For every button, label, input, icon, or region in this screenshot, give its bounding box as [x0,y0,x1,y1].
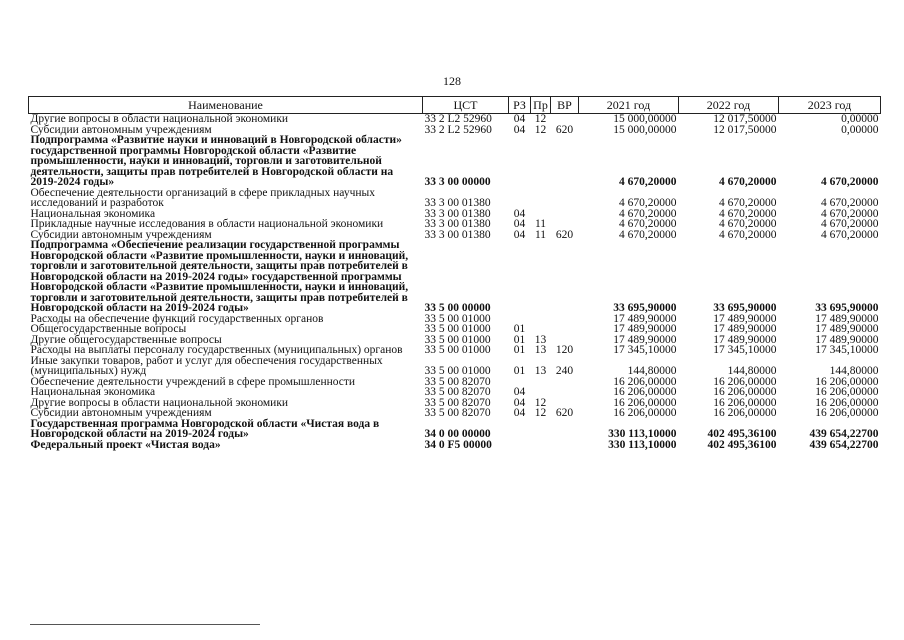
cell-cst: 33 5 00 82070 [424,396,491,409]
cell-pr: 12 [534,123,547,136]
cell-2021: 330 113,10000 [608,438,677,451]
header-name: Наименование [29,97,423,114]
table-row [29,387,881,398]
cell-name: Обеспечение деятельности организаций в сфере прикладных научных исследований и разработок [30,186,375,209]
cell-rz [509,188,531,209]
cell-2023: 4 670,20000 [821,197,879,209]
cell-pr [531,314,551,325]
cell-2021: 33 695,90000 [613,302,677,314]
cell-name: Федеральный проект «Чистая вода» [30,438,221,451]
table-row [29,356,881,377]
cell-2023: 17 489,90000 [815,312,879,325]
cell-cst: 33 5 00 01000 [424,323,491,335]
page-number: 128 [443,74,461,88]
cell-rz: 04 [513,396,526,409]
cell-name: Прикладные научные исследования в области национальной экономики [30,218,384,230]
cell-2022: 16 206,00000 [713,407,777,419]
cell-2022: 17 489,90000 [713,323,777,335]
cell-name: Другие вопросы в области национальной экономики [30,396,289,409]
cell-2021: 17 489,90000 [613,312,677,325]
table-row [29,114,881,125]
cell-name: Иные закупки товаров, работ и услуг для обеспечения государственных (муниципальных) нужд [30,354,383,377]
header-rz: РЗ [509,97,531,114]
header-vr: ВР [551,97,579,114]
cell-cst: 33 5 00 82070 [424,407,491,419]
cell-2021: 17 345,10000 [613,344,677,356]
table-row [29,135,881,188]
cell-2022: 402 495,36100 [707,428,777,440]
cell-vr [551,209,579,220]
cell-2022: 16 206,00000 [713,375,777,388]
cell-2021: 4 670,20000 [619,176,677,188]
cell-2021: 16 206,00000 [613,396,677,409]
cell-cst: 34 0 00 00000 [424,428,491,440]
table-row [29,419,881,440]
cell-2022: 4 670,20000 [719,218,777,230]
cell-rz [509,440,531,451]
cell-name: Расходы на обеспечение функций государственных органов [30,312,324,325]
cell-2021: 4 670,20000 [619,207,677,220]
cell-2021: 17 489,90000 [613,333,677,346]
cell-2023: 16 206,00000 [815,407,879,419]
header-2023: 2023 год [779,97,881,114]
cell-name: Национальная экономика [30,207,156,220]
cell-vr: 620 [555,228,574,241]
cell-cst: 33 3 00 01380 [424,207,491,220]
cell-cst: 33 2 L2 52960 [424,113,492,125]
cell-vr [551,188,579,209]
cell-2022: 4 670,20000 [719,228,777,241]
cell-pr [531,419,551,440]
cell-pr: 12 [534,396,547,409]
cell-2023: 0,00000 [841,113,879,125]
cell-cst: 33 3 00 00000 [424,176,491,188]
cell-rz: 04 [513,218,526,230]
cell-cst: 33 5 00 01000 [424,344,491,356]
cell-pr: 11 [534,218,547,230]
cell-pr [531,387,551,398]
cell-cst: 33 5 00 01000 [424,333,491,346]
cell-rz [509,419,531,440]
cell-vr [551,114,579,125]
cell-rz: 01 [513,323,526,335]
table-row [29,240,881,314]
table-row [29,408,881,419]
table-row [29,324,881,335]
table-row [29,219,881,230]
cell-pr: 11 [534,228,547,241]
cell-rz: 04 [513,113,526,125]
cell-cst: 33 5 00 82070 [424,386,491,398]
cell-2023: 33 695,90000 [815,302,879,314]
cell-2021: 4 670,20000 [619,218,677,230]
cell-2023: 16 206,00000 [815,396,879,409]
table-row [29,440,881,451]
cell-pr [531,240,551,314]
cell-cst: 33 5 00 00000 [424,302,491,314]
cell-2023: 17 345,10000 [815,344,879,356]
cell-2023: 16 206,00000 [815,386,879,398]
cell-name: Общегосударственные вопросы [30,323,187,335]
cell-rz: 04 [513,228,526,241]
cell-2023: 17 489,90000 [815,323,879,335]
cell-vr [551,324,579,335]
cell-cst: 33 5 00 82070 [424,375,491,388]
cell-2021: 16 206,00000 [613,407,677,419]
cell-cst: 33 5 00 01000 [424,365,491,377]
cell-2021: 144,80000 [627,365,677,377]
cell-name: Национальная экономика [30,386,156,398]
cell-2023: 16 206,00000 [815,375,879,388]
cell-name: Субсидии автономным учреждениям [30,228,212,241]
cell-2021: 15 000,00000 [613,113,677,125]
cell-2022: 4 670,20000 [719,207,777,220]
cell-2022: 12 017,50000 [713,123,777,136]
budget-table [28,96,881,450]
cell-vr: 620 [555,407,574,419]
cell-vr [551,135,579,188]
cell-2022: 17 345,10000 [713,344,777,356]
cell-name: Субсидии автономным учреждениям [30,407,212,419]
cell-2023: 4 670,20000 [821,176,879,188]
table-row [29,188,881,209]
cell-2022: 12 017,50000 [713,113,777,125]
cell-2023: 0,00000 [841,123,879,136]
cell-pr [531,324,551,335]
cell-pr [531,188,551,209]
cell-2023: 4 670,20000 [821,207,879,220]
cell-2022: 16 206,00000 [713,386,777,398]
header-pr: Пр [531,97,551,114]
cell-vr [551,314,579,325]
cell-name: Подпрограмма «Обеспечение реализации государственной программы Новгородской области «Развитие промышленности, науки и инноваций, торговли и заготовительной деятельности, защиты прав потребителей в Новгородской области на 2019-2024 годы» государственной программы Новгородской области «Развитие промышленности, науки и инноваций, торговли и заготовительной деятельности, защиты прав потребителей в Новгородской области на 2019-2024 годы» [30,239,409,314]
cell-vr [551,387,579,398]
cell-vr [551,377,579,388]
cell-cst: 34 0 F5 00000 [424,438,492,451]
cell-2022: 4 670,20000 [719,176,777,188]
cell-2022: 17 489,90000 [713,312,777,325]
cell-name: Другие общегосударственные вопросы [30,333,222,346]
cell-rz: 01 [513,333,526,346]
header-2022: 2022 год [679,97,779,114]
cell-2022: 144,80000 [727,365,777,377]
cell-rz: 01 [513,365,526,377]
cell-pr [531,440,551,451]
cell-2023: 4 670,20000 [821,218,879,230]
cell-cst: 33 3 00 01380 [424,197,491,209]
cell-name: Другие вопросы в области национальной экономики [30,113,289,125]
cell-rz: 04 [513,123,526,136]
cell-pr: 13 [534,344,547,356]
cell-2021: 4 670,20000 [619,197,677,209]
cell-2021: 15 000,00000 [613,123,677,136]
cell-2022: 16 206,00000 [713,396,777,409]
cell-2023: 439 654,22700 [809,438,879,451]
cell-2021: 4 670,20000 [619,228,677,241]
cell-cst: 33 5 00 01000 [424,312,491,325]
cell-cst: 33 2 L2 52960 [424,123,492,136]
cell-2023: 439 654,22700 [809,428,879,440]
cell-vr [551,240,579,314]
table-row [29,345,881,356]
cell-pr: 12 [534,407,547,419]
cell-rz: 01 [513,344,526,356]
cell-name: Подпрограмма «Развитие науки и инноваций в Новгородской области» государственной программы Новгородской области «Развитие промышленности, науки и инноваций, торговли и заготовительной деятельности, защиты прав потребителей в Новгородской области на 2019-2024 годы» [30,134,402,188]
cell-vr: 120 [555,344,574,356]
cell-name: Субсидии автономным учреждениям [30,123,212,136]
footer-rule [30,624,260,625]
cell-2022: 17 489,90000 [713,333,777,346]
cell-2023: 4 670,20000 [821,228,879,241]
cell-2023: 17 489,90000 [815,333,879,346]
cell-2023: 144,80000 [829,365,879,377]
cell-name: Государственная программа Новгородской области «Чистая вода в Новгородской области на 2019-2024 годы» [30,417,380,440]
cell-name: Расходы на выплаты персоналу государственных (муниципальных) органов [30,344,403,356]
cell-pr: 13 [534,365,547,377]
cell-2021: 16 206,00000 [613,386,677,398]
cell-rz [509,135,531,188]
cell-2022: 402 495,36100 [707,438,777,451]
cell-vr: 240 [555,365,574,377]
cell-rz: 04 [513,407,526,419]
cell-pr: 12 [534,113,547,125]
cell-cst: 33 3 00 01380 [424,228,491,241]
cell-pr [531,377,551,388]
cell-vr [551,219,579,230]
cell-2022: 33 695,90000 [713,302,777,314]
cell-vr [551,440,579,451]
cell-2021: 16 206,00000 [613,375,677,388]
cell-2022: 4 670,20000 [719,197,777,209]
cell-vr: 620 [555,123,574,136]
header-row [29,97,881,114]
cell-rz [509,240,531,314]
header-cst: ЦСТ [423,97,509,114]
cell-pr [531,135,551,188]
cell-vr [551,419,579,440]
cell-rz: 04 [513,207,526,220]
cell-pr: 13 [534,333,547,346]
cell-cst: 33 3 00 01380 [424,218,491,230]
table-body [29,114,881,451]
cell-2021: 330 113,10000 [608,428,677,440]
header-2021: 2021 год [579,97,679,114]
cell-name: Обеспечение деятельности учреждений в сфере промышленности [30,375,356,388]
cell-rz: 04 [513,386,526,398]
cell-2021: 17 489,90000 [613,323,677,335]
